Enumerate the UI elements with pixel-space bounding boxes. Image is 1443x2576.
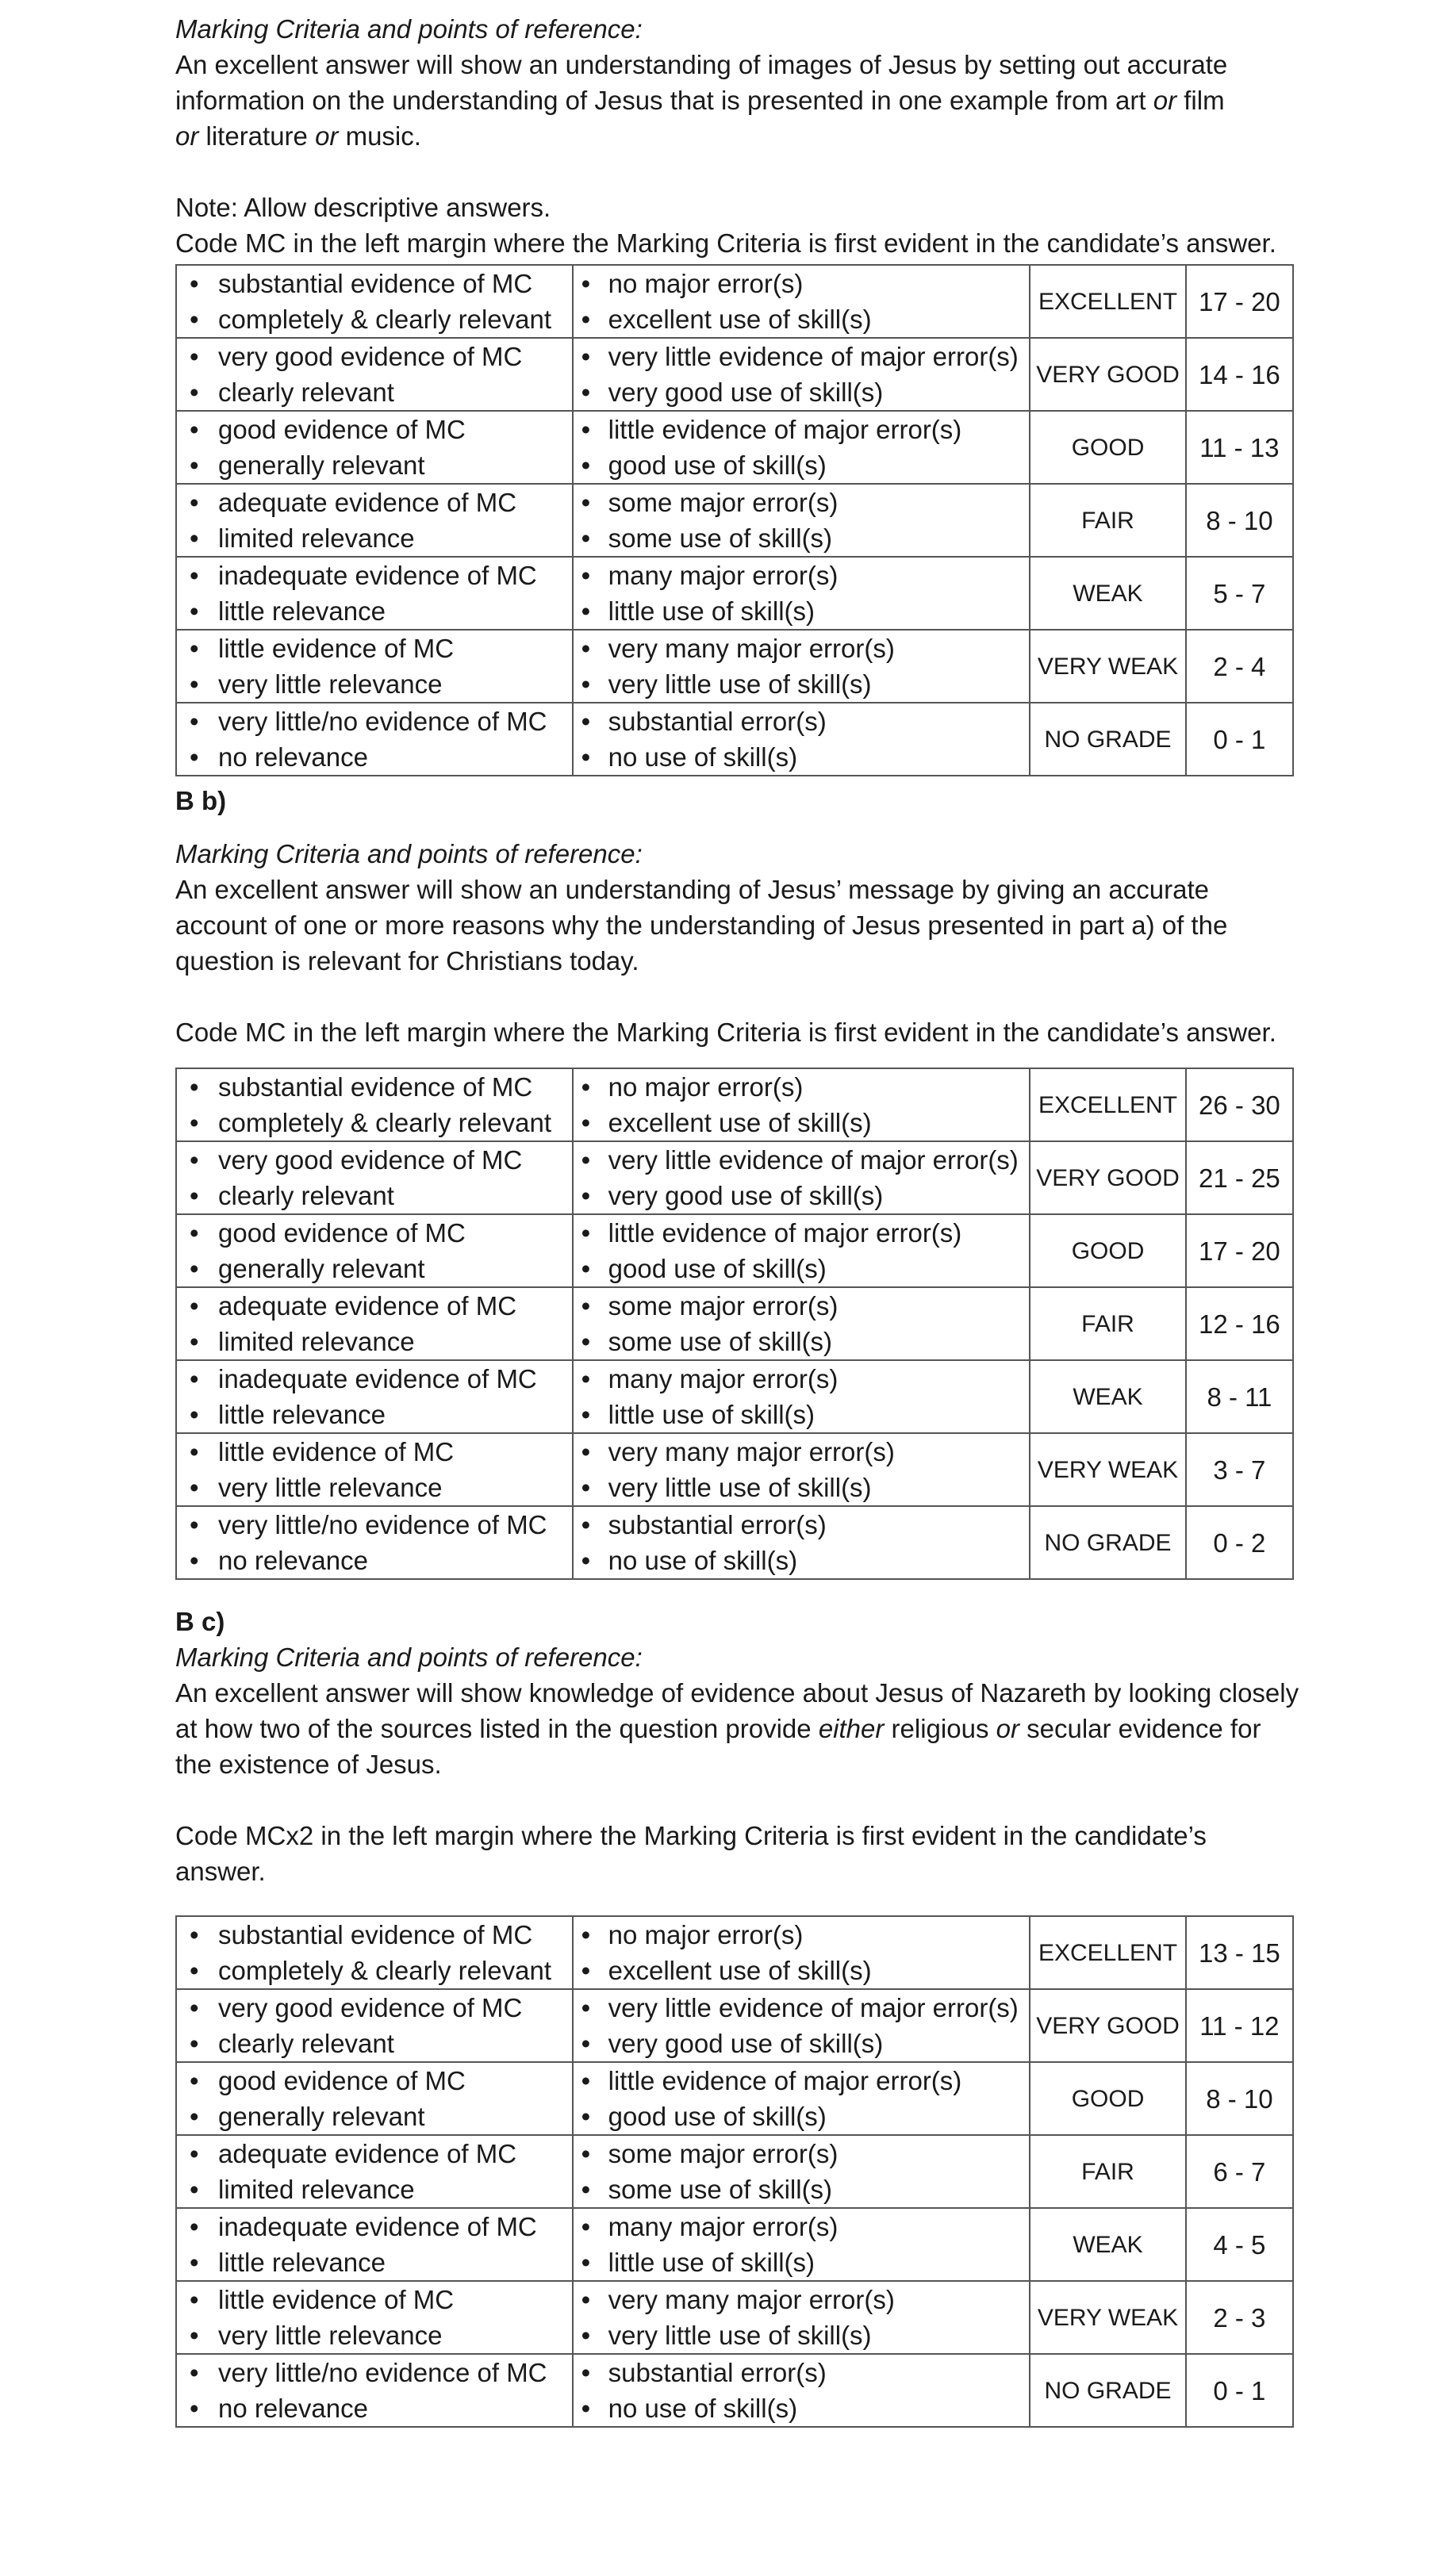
evidence-cell <box>176 557 573 630</box>
marking-grid <box>175 1915 1294 2428</box>
error-item: • substantial error(s) <box>581 703 1030 739</box>
bullet-list <box>574 1069 1030 1140</box>
error-skill-cell <box>573 1287 1030 1360</box>
bullet-list <box>574 1288 1030 1359</box>
grade-cell: FAIR <box>1030 1287 1186 1360</box>
evidence-item: • little evidence of MC <box>190 1434 572 1470</box>
evidence-item: • very good evidence of MC <box>190 1142 572 1178</box>
evidence-cell <box>176 411 573 484</box>
marks-cell: 3 - 7 <box>1186 1433 1293 1506</box>
error-item: • some major error(s) <box>581 2136 1030 2172</box>
error-item: • many major error(s) <box>581 2209 1030 2244</box>
bullet-list <box>177 703 572 775</box>
bullet-list <box>574 1990 1030 2061</box>
grid-row <box>176 1916 1293 1989</box>
evidence-cell <box>176 2062 573 2135</box>
grade-cell: NO GRADE <box>1030 703 1186 776</box>
evidence-item: • very good evidence of MC <box>190 1990 572 2026</box>
bullet-list <box>177 485 572 556</box>
grade-cell: FAIR <box>1030 2135 1186 2208</box>
skill-item: • very good use of skill(s) <box>581 374 1030 410</box>
bullet-list <box>574 412 1030 483</box>
grid-row <box>176 484 1293 557</box>
error-skill-cell <box>573 411 1030 484</box>
bullet-list <box>177 2282 572 2353</box>
grade-cell: VERY GOOD <box>1030 1989 1186 2062</box>
marks-cell: 6 - 7 <box>1186 2135 1293 2208</box>
relevance-item: • limited relevance <box>190 520 572 556</box>
error-item: • many major error(s) <box>581 558 1030 593</box>
bullet-list <box>177 1361 572 1432</box>
bullet-list <box>574 339 1030 410</box>
bullet-list <box>177 339 572 410</box>
evidence-item: • adequate evidence of MC <box>190 2136 572 2172</box>
relevance-item: • generally relevant <box>190 2099 572 2134</box>
evidence-cell <box>176 1916 573 1989</box>
relevance-item: • no relevance <box>190 739 572 775</box>
skill-item: • very good use of skill(s) <box>581 1178 1030 1213</box>
skill-item: • excellent use of skill(s) <box>581 1953 1030 1988</box>
skill-item: • good use of skill(s) <box>581 447 1030 483</box>
relevance-item: • limited relevance <box>190 1324 572 1359</box>
grid-row <box>176 1360 1293 1433</box>
marks-cell: 8 - 11 <box>1186 1360 1293 1433</box>
excellent-answer-description: An excellent answer will show knowledge of evidence about Jesus of Nazareth by looking closely at how two of the sources listed in the question provide either religious or secular evidence for the existence of Jesus. <box>175 1678 1299 1779</box>
criteria-heading: Marking Criteria and points of reference: <box>175 1643 643 1672</box>
grid-row <box>176 703 1293 776</box>
section-title: B c) <box>175 1607 225 1636</box>
error-skill-cell <box>573 1360 1030 1433</box>
marks-cell: 8 - 10 <box>1186 2062 1293 2135</box>
marking-grid <box>175 1068 1294 1580</box>
relevance-item: • generally relevant <box>190 1251 572 1286</box>
evidence-cell <box>176 1506 573 1579</box>
relevance-item: • very little relevance <box>190 2317 572 2353</box>
code-instruction: Code MC in the left margin where the Marking Criteria is first evident in the candidate’s answer. <box>175 1018 1276 1047</box>
grid-row <box>176 557 1293 630</box>
error-skill-cell <box>573 2062 1030 2135</box>
evidence-cell <box>176 1360 573 1433</box>
evidence-item: • good evidence of MC <box>190 2063 572 2099</box>
evidence-item: • very good evidence of MC <box>190 339 572 374</box>
bullet-list <box>574 1507 1030 1578</box>
bullet-list <box>574 558 1030 629</box>
evidence-item: • little evidence of MC <box>190 2282 572 2317</box>
document-page <box>175 11 1302 2428</box>
evidence-cell <box>176 338 573 411</box>
marks-cell: 2 - 3 <box>1186 2281 1293 2354</box>
marks-cell: 17 - 20 <box>1186 265 1293 338</box>
error-skill-cell <box>573 630 1030 703</box>
code-instruction: Code MC in the left margin where the Marking Criteria is first evident in the candidate’s answer. <box>175 228 1276 258</box>
bullet-list <box>177 1507 572 1578</box>
error-skill-cell <box>573 1068 1030 1141</box>
skill-item: • little use of skill(s) <box>581 2244 1030 2280</box>
evidence-cell <box>176 2354 573 2427</box>
relevance-item: • completely & clearly relevant <box>190 1953 572 1988</box>
evidence-item: • adequate evidence of MC <box>190 485 572 520</box>
relevance-item: • clearly relevant <box>190 1178 572 1213</box>
grid-row <box>176 1433 1293 1506</box>
skill-item: • little use of skill(s) <box>581 1397 1030 1432</box>
bullet-list <box>177 1434 572 1505</box>
bullet-list <box>177 1215 572 1286</box>
grade-cell: VERY WEAK <box>1030 2281 1186 2354</box>
error-item: • little evidence of major error(s) <box>581 2063 1030 2099</box>
skill-item: • some use of skill(s) <box>581 2172 1030 2207</box>
error-item: • no major error(s) <box>581 1069 1030 1105</box>
evidence-item: • good evidence of MC <box>190 1215 572 1251</box>
bullet-list <box>574 2063 1030 2134</box>
bullet-list <box>574 266 1030 337</box>
grid-row <box>176 1287 1293 1360</box>
bullet-list <box>177 412 572 483</box>
note-text: Note: Allow descriptive answers. <box>175 193 551 222</box>
grid-row <box>176 338 1293 411</box>
error-skill-cell <box>573 338 1030 411</box>
relevance-item: • completely & clearly relevant <box>190 1105 572 1140</box>
marks-cell: 21 - 25 <box>1186 1141 1293 1214</box>
skill-item: • excellent use of skill(s) <box>581 301 1030 337</box>
evidence-cell <box>176 2208 573 2281</box>
error-item: • very many major error(s) <box>581 2282 1030 2317</box>
evidence-item: • substantial evidence of MC <box>190 1917 572 1953</box>
error-item: • substantial error(s) <box>581 2355 1030 2390</box>
grade-cell: NO GRADE <box>1030 1506 1186 1579</box>
grid-row <box>176 2281 1293 2354</box>
error-skill-cell <box>573 2354 1030 2427</box>
relevance-item: • generally relevant <box>190 447 572 483</box>
error-skill-cell <box>573 1141 1030 1214</box>
bullet-list <box>177 631 572 702</box>
evidence-cell <box>176 265 573 338</box>
excellent-answer-description: An excellent answer will show an understanding of images of Jesus by setting out accurate information on the understanding of Jesus that is presented in one example from art or film or literature or music. <box>175 50 1228 151</box>
section-b-b <box>175 783 1302 1580</box>
marking-grid <box>175 264 1294 776</box>
skill-item: • some use of skill(s) <box>581 520 1030 556</box>
marks-cell: 26 - 30 <box>1186 1068 1293 1141</box>
grid-row <box>176 2135 1293 2208</box>
evidence-item: • inadequate evidence of MC <box>190 558 572 593</box>
evidence-item: • substantial evidence of MC <box>190 1069 572 1105</box>
bullet-list <box>177 2136 572 2207</box>
evidence-item: • good evidence of MC <box>190 412 572 447</box>
grid-row <box>176 630 1293 703</box>
bullet-list <box>574 2355 1030 2426</box>
relevance-item: • little relevance <box>190 1397 572 1432</box>
error-item: • substantial error(s) <box>581 1507 1030 1543</box>
bullet-list <box>177 1142 572 1213</box>
bullet-list <box>177 266 572 337</box>
skill-item: • very good use of skill(s) <box>581 2026 1030 2061</box>
grade-cell: VERY WEAK <box>1030 630 1186 703</box>
grid-row <box>176 1506 1293 1579</box>
grade-cell: VERY WEAK <box>1030 1433 1186 1506</box>
grade-cell: VERY GOOD <box>1030 338 1186 411</box>
skill-item: • good use of skill(s) <box>581 1251 1030 1286</box>
grid-row <box>176 1989 1293 2062</box>
bullet-list <box>574 485 1030 556</box>
bullet-list <box>177 1288 572 1359</box>
evidence-item: • inadequate evidence of MC <box>190 1361 572 1397</box>
relevance-item: • clearly relevant <box>190 2026 572 2061</box>
section-title: B b) <box>175 786 227 815</box>
error-skill-cell <box>573 1506 1030 1579</box>
error-item: • very little evidence of major error(s) <box>581 1142 1030 1178</box>
error-skill-cell <box>573 2281 1030 2354</box>
code-instruction: Code MCx2 in the left margin where the Marking Criteria is first evident in the candidate’s answer. <box>175 1821 1207 1886</box>
relevance-item: • clearly relevant <box>190 374 572 410</box>
grade-cell: WEAK <box>1030 557 1186 630</box>
skill-item: • little use of skill(s) <box>581 593 1030 629</box>
bullet-list <box>177 558 572 629</box>
error-item: • very many major error(s) <box>581 1434 1030 1470</box>
bullet-list <box>574 631 1030 702</box>
relevance-item: • no relevance <box>190 2390 572 2426</box>
error-skill-cell <box>573 265 1030 338</box>
grid-row <box>176 2062 1293 2135</box>
relevance-item: • very little relevance <box>190 1470 572 1505</box>
error-item: • no major error(s) <box>581 1917 1030 1953</box>
evidence-cell <box>176 2281 573 2354</box>
evidence-cell <box>176 1214 573 1287</box>
relevance-item: • completely & clearly relevant <box>190 301 572 337</box>
relevance-item: • no relevance <box>190 1543 572 1578</box>
error-skill-cell <box>573 1916 1030 1989</box>
marks-cell: 4 - 5 <box>1186 2208 1293 2281</box>
marks-cell: 11 - 12 <box>1186 1989 1293 2062</box>
evidence-item: • very little/no evidence of MC <box>190 2355 572 2390</box>
skill-item: • very little use of skill(s) <box>581 1470 1030 1505</box>
evidence-item: • very little/no evidence of MC <box>190 703 572 739</box>
bullet-list <box>574 2209 1030 2280</box>
evidence-cell <box>176 1989 573 2062</box>
grid-row <box>176 1141 1293 1214</box>
bullet-list <box>574 1917 1030 1988</box>
grade-cell: WEAK <box>1030 2208 1186 2281</box>
error-skill-cell <box>573 557 1030 630</box>
error-item: • little evidence of major error(s) <box>581 412 1030 447</box>
evidence-item: • adequate evidence of MC <box>190 1288 572 1324</box>
grid-row <box>176 1068 1293 1141</box>
relevance-item: • little relevance <box>190 593 572 629</box>
error-skill-cell <box>573 1214 1030 1287</box>
error-skill-cell <box>573 2135 1030 2208</box>
evidence-item: • very little/no evidence of MC <box>190 1507 572 1543</box>
error-skill-cell <box>573 484 1030 557</box>
marks-cell: 5 - 7 <box>1186 557 1293 630</box>
marks-cell: 0 - 2 <box>1186 1506 1293 1579</box>
bullet-list <box>574 2282 1030 2353</box>
evidence-cell <box>176 1287 573 1360</box>
skill-item: • good use of skill(s) <box>581 2099 1030 2134</box>
error-item: • very little evidence of major error(s) <box>581 339 1030 374</box>
bullet-list <box>177 2063 572 2134</box>
skill-item: • some use of skill(s) <box>581 1324 1030 1359</box>
marks-cell: 2 - 4 <box>1186 630 1293 703</box>
grade-cell: EXCELLENT <box>1030 265 1186 338</box>
skill-item: • no use of skill(s) <box>581 739 1030 775</box>
evidence-item: • little evidence of MC <box>190 631 572 666</box>
grid-row <box>176 265 1293 338</box>
bullet-list <box>177 1069 572 1140</box>
marks-cell: 13 - 15 <box>1186 1916 1293 1989</box>
grade-cell: EXCELLENT <box>1030 1916 1186 1989</box>
bullet-list <box>574 1215 1030 1286</box>
marks-cell: 17 - 20 <box>1186 1214 1293 1287</box>
evidence-cell <box>176 1141 573 1214</box>
excellent-answer-description: An excellent answer will show an understanding of Jesus’ message by giving an accurate account of one or more reasons why the understanding of Jesus presented in part a) of the question is relevant for Christians today. <box>175 875 1228 976</box>
grade-cell: NO GRADE <box>1030 2354 1186 2427</box>
error-skill-cell <box>573 2208 1030 2281</box>
grade-cell: GOOD <box>1030 411 1186 484</box>
relevance-item: • little relevance <box>190 2244 572 2280</box>
evidence-cell <box>176 630 573 703</box>
error-item: • no major error(s) <box>581 266 1030 301</box>
grid-row <box>176 2354 1293 2427</box>
grade-cell: EXCELLENT <box>1030 1068 1186 1141</box>
bullet-list <box>177 1917 572 1988</box>
skill-item: • very little use of skill(s) <box>581 666 1030 702</box>
grid-row <box>176 2208 1293 2281</box>
criteria-heading: Marking Criteria and points of reference: <box>175 839 643 868</box>
evidence-item: • substantial evidence of MC <box>190 266 572 301</box>
relevance-item: • very little relevance <box>190 666 572 702</box>
evidence-cell <box>176 1433 573 1506</box>
grade-cell: VERY GOOD <box>1030 1141 1186 1214</box>
bullet-list <box>177 2355 572 2426</box>
error-skill-cell <box>573 1433 1030 1506</box>
marks-cell: 8 - 10 <box>1186 484 1293 557</box>
error-item: • very many major error(s) <box>581 631 1030 666</box>
grade-cell: FAIR <box>1030 484 1186 557</box>
error-item: • some major error(s) <box>581 485 1030 520</box>
evidence-item: • inadequate evidence of MC <box>190 2209 572 2244</box>
criteria-heading: Marking Criteria and points of reference: <box>175 14 643 44</box>
bullet-list <box>177 1990 572 2061</box>
evidence-cell <box>176 1068 573 1141</box>
skill-item: • excellent use of skill(s) <box>581 1105 1030 1140</box>
marks-cell: 0 - 1 <box>1186 2354 1293 2427</box>
bullet-list <box>574 1361 1030 1432</box>
bullet-list <box>574 1142 1030 1213</box>
marks-cell: 0 - 1 <box>1186 703 1293 776</box>
error-skill-cell <box>573 703 1030 776</box>
skill-item: • no use of skill(s) <box>581 2390 1030 2426</box>
section-b-a <box>175 11 1302 776</box>
section-b-c <box>175 1604 1302 2428</box>
bullet-list <box>574 703 1030 775</box>
grid-row <box>176 411 1293 484</box>
marks-cell: 11 - 13 <box>1186 411 1293 484</box>
bullet-list <box>177 2209 572 2280</box>
bullet-list <box>574 1434 1030 1505</box>
evidence-cell <box>176 484 573 557</box>
marks-cell: 14 - 16 <box>1186 338 1293 411</box>
error-skill-cell <box>573 1989 1030 2062</box>
grade-cell: GOOD <box>1030 1214 1186 1287</box>
skill-item: • no use of skill(s) <box>581 1543 1030 1578</box>
error-item: • very little evidence of major error(s) <box>581 1990 1030 2026</box>
bullet-list <box>574 2136 1030 2207</box>
grade-cell: WEAK <box>1030 1360 1186 1433</box>
relevance-item: • limited relevance <box>190 2172 572 2207</box>
evidence-cell <box>176 2135 573 2208</box>
error-item: • little evidence of major error(s) <box>581 1215 1030 1251</box>
evidence-cell <box>176 703 573 776</box>
error-item: • some major error(s) <box>581 1288 1030 1324</box>
error-item: • many major error(s) <box>581 1361 1030 1397</box>
marks-cell: 12 - 16 <box>1186 1287 1293 1360</box>
grade-cell: GOOD <box>1030 2062 1186 2135</box>
grid-row <box>176 1214 1293 1287</box>
skill-item: • very little use of skill(s) <box>581 2317 1030 2353</box>
